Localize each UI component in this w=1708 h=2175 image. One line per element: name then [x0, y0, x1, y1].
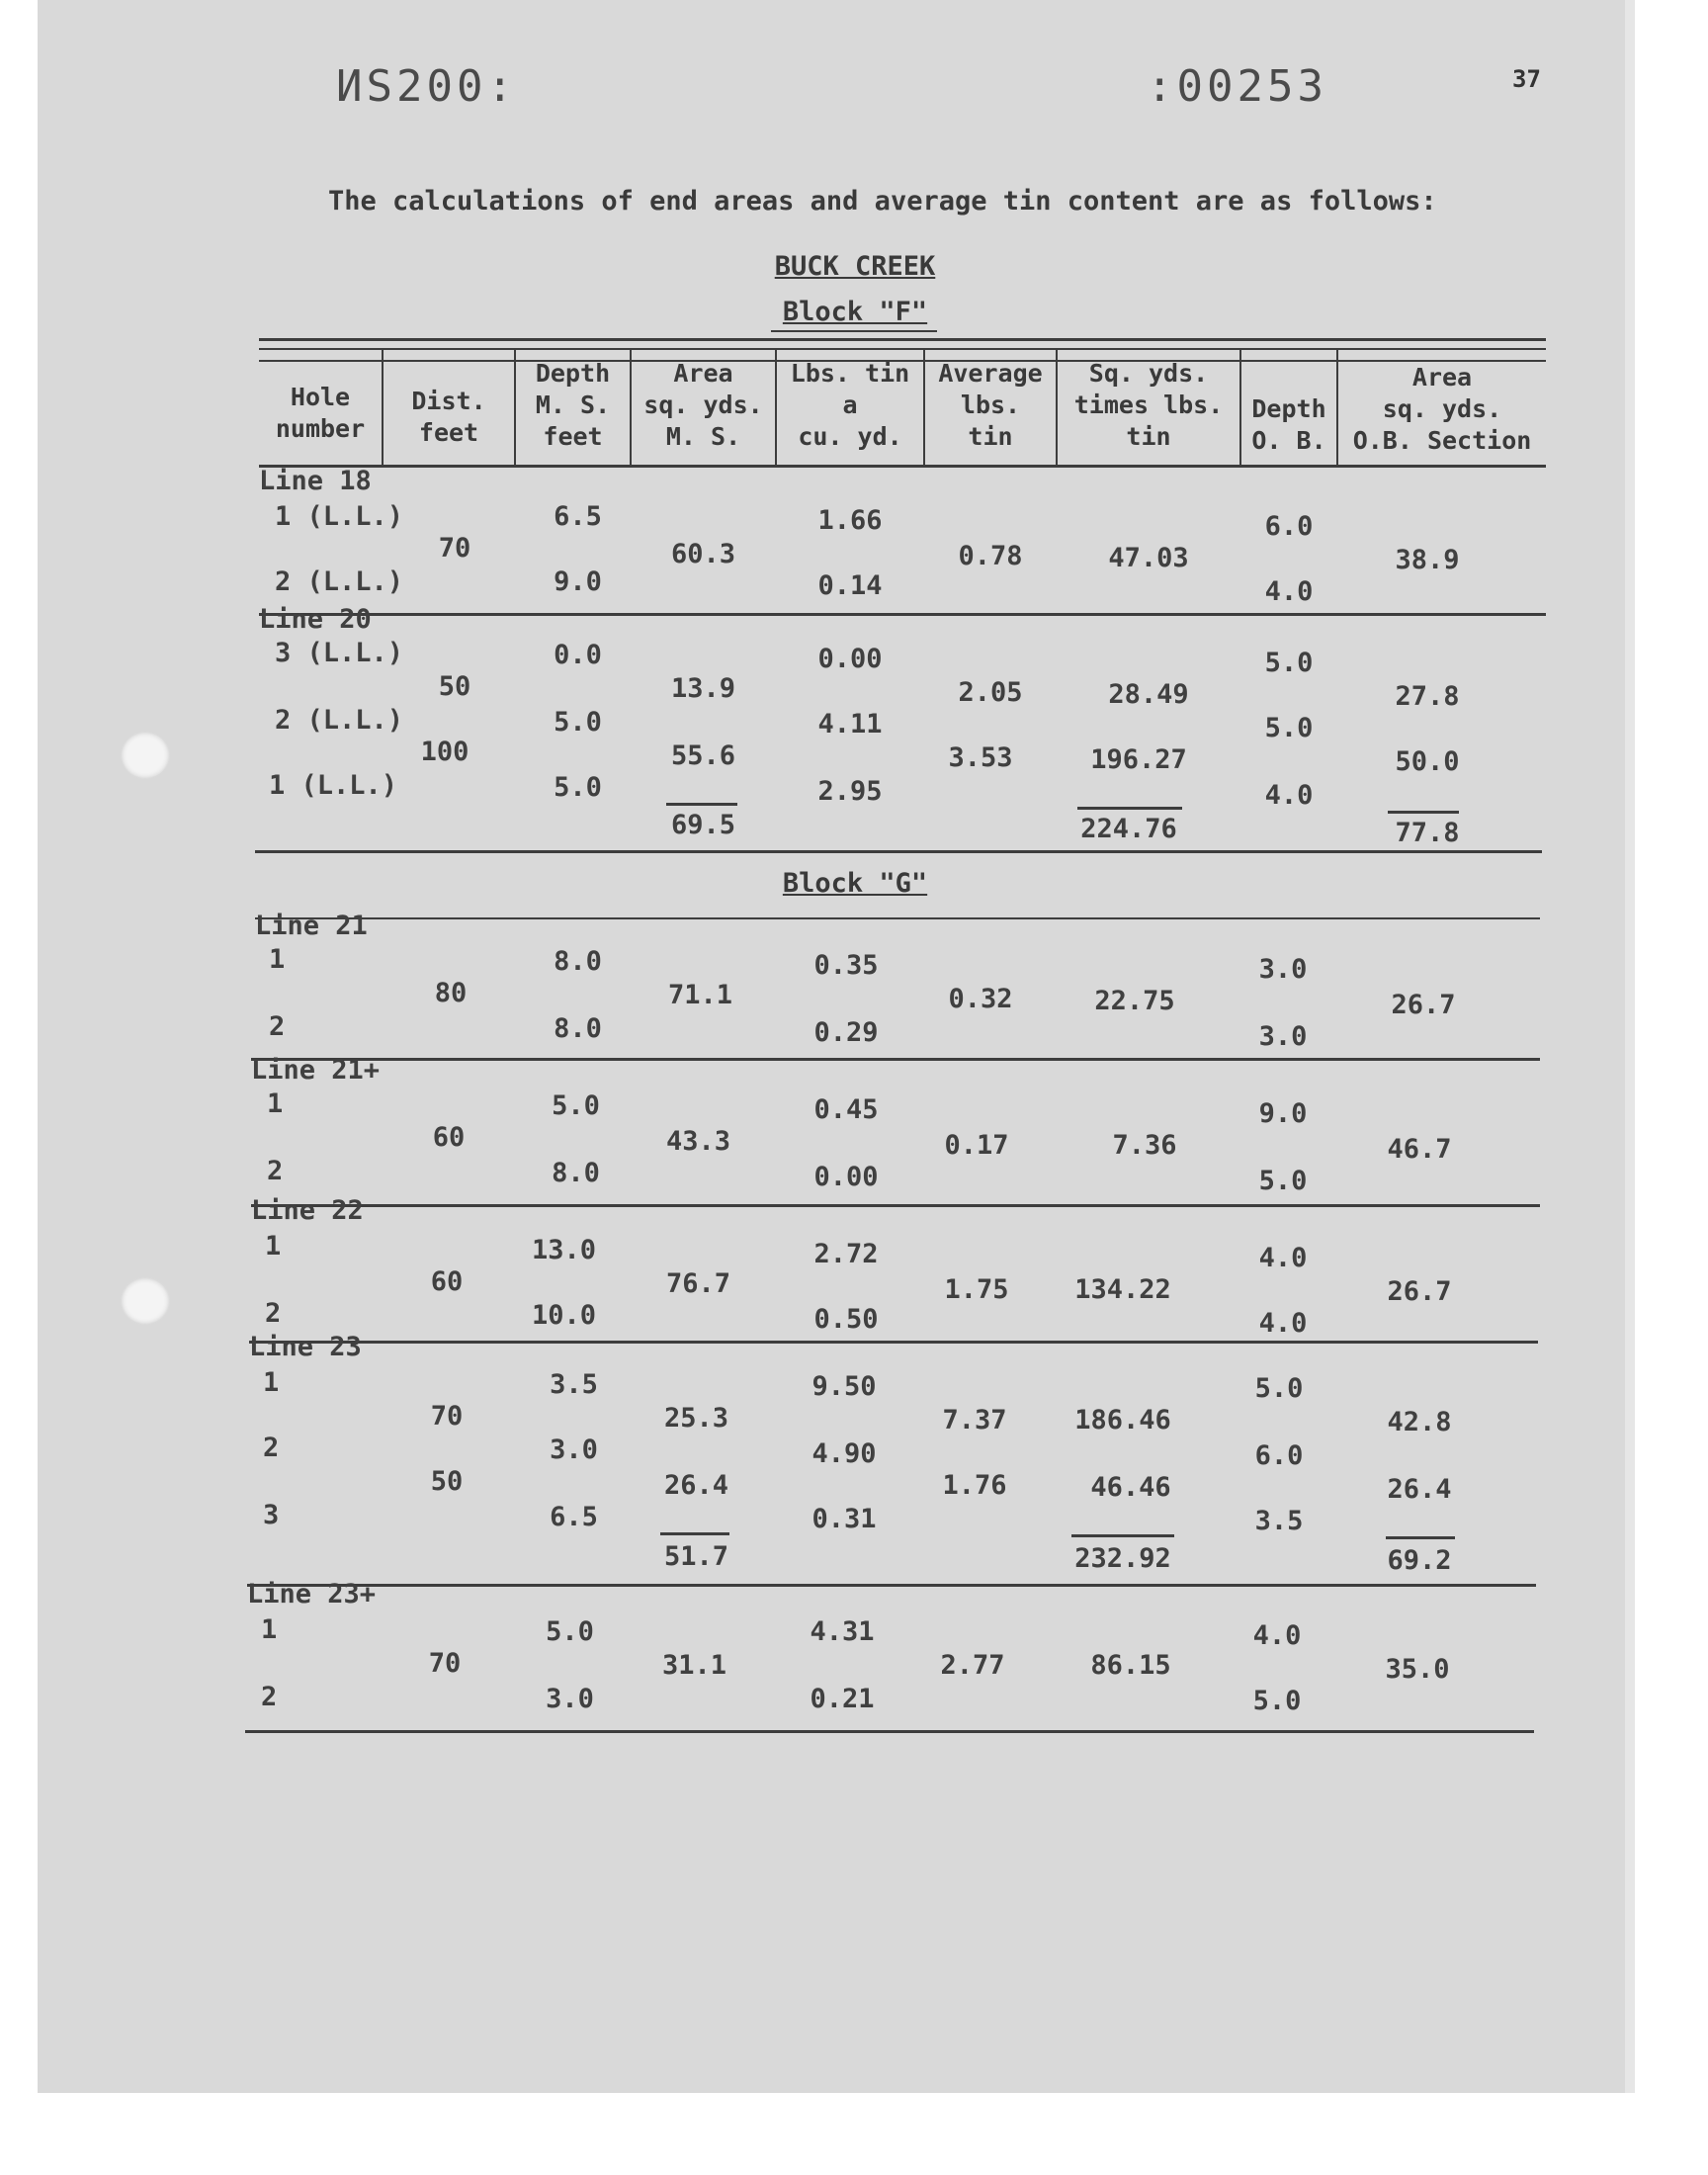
lbs-tin: 4.90 — [811, 1438, 877, 1469]
sq-yds-times: 22.75 — [1094, 986, 1175, 1016]
line-separator — [249, 1341, 1538, 1344]
dist-feet: 70 — [428, 1648, 462, 1679]
area-ob: 46.7 — [1387, 1134, 1452, 1165]
depth-ob: 5.0 — [1254, 1373, 1304, 1404]
depth-ob: 4.0 — [1264, 576, 1314, 607]
depth-ob: 5.0 — [1264, 713, 1314, 743]
depth-ob: 4.0 — [1258, 1243, 1308, 1273]
sq-yds-times: 186.46 — [1074, 1405, 1171, 1436]
area-ms: 76.7 — [665, 1268, 731, 1299]
area-ob: 26.4 — [1387, 1474, 1452, 1505]
stamp-number-left: ИS200: — [336, 61, 517, 112]
table-top-rule-2 — [259, 348, 1546, 350]
depth-ms: 8.0 — [552, 1158, 600, 1188]
area-ms: 26.4 — [663, 1470, 729, 1501]
depth-ob: 4.0 — [1264, 780, 1314, 811]
average-lbs: 1.75 — [944, 1274, 1009, 1305]
sum-rule — [660, 1532, 729, 1535]
dist-feet: 60 — [430, 1266, 464, 1297]
area-ob: 50.0 — [1395, 746, 1460, 777]
hole-number: 2 — [269, 1011, 286, 1042]
average-lbs: 3.53 — [948, 742, 1013, 773]
sq-yds-times-total: 232.92 — [1074, 1543, 1171, 1574]
lbs-tin: 9.50 — [811, 1371, 877, 1402]
header-area-ob: Area sq. yds. O.B. Section — [1352, 363, 1532, 455]
sum-rule — [1077, 807, 1182, 810]
area-ob-total: 77.8 — [1395, 818, 1460, 848]
depth-ms: 6.5 — [550, 1502, 598, 1532]
line-separator — [251, 1058, 1540, 1061]
depth-ob: 9.0 — [1258, 1098, 1308, 1129]
sum-rule — [666, 803, 737, 806]
average-lbs: 0.32 — [948, 984, 1013, 1014]
depth-ob: 4.0 — [1252, 1620, 1302, 1651]
line-label: Line 23 — [249, 1332, 362, 1362]
punch-hole-bottom — [121, 1277, 170, 1325]
block-f-bottom-rule — [255, 850, 1542, 853]
lbs-tin: 0.50 — [813, 1304, 879, 1335]
table-bottom-rule — [245, 1730, 1534, 1733]
depth-ms: 5.0 — [554, 707, 602, 738]
depth-ob: 5.0 — [1264, 648, 1314, 678]
sq-yds-times: 7.36 — [1112, 1130, 1177, 1161]
area-ms-total: 69.5 — [670, 810, 736, 840]
area-ob: 26.7 — [1391, 990, 1456, 1020]
hole-number: 3 (L.L.) — [275, 638, 404, 668]
sum-rule — [1071, 1534, 1174, 1537]
area-ms-total: 51.7 — [663, 1541, 729, 1572]
area-ob-total: 69.2 — [1387, 1545, 1452, 1576]
dist-feet: 50 — [438, 671, 471, 702]
hole-number: 1 — [267, 1088, 284, 1119]
lbs-tin: 2.72 — [813, 1239, 879, 1269]
lbs-tin: 4.11 — [817, 709, 883, 740]
sq-yds-times: 28.49 — [1108, 679, 1189, 710]
depth-ob: 3.0 — [1258, 954, 1308, 985]
punch-hole-top — [121, 732, 170, 779]
header-area-ms: Area sq. yds. M. S. — [643, 359, 763, 451]
block-g-title: Block "G" — [782, 868, 928, 899]
area-ob: 27.8 — [1395, 681, 1460, 712]
lbs-tin: 2.95 — [817, 776, 883, 807]
dist-feet: 70 — [438, 533, 471, 564]
dist-feet: 60 — [432, 1122, 466, 1153]
lbs-tin: 4.31 — [810, 1616, 875, 1647]
line-separator — [251, 1204, 1540, 1207]
header-average-lbs: Average lbs. tin — [938, 359, 1043, 451]
lbs-tin: 1.66 — [817, 505, 883, 536]
depth-ms: 13.0 — [531, 1235, 597, 1265]
hole-number: 3 — [263, 1500, 280, 1530]
sq-yds-times: 86.15 — [1090, 1650, 1171, 1681]
lbs-tin: 0.14 — [817, 570, 883, 601]
line-label: Line 22 — [251, 1195, 364, 1226]
average-lbs: 2.77 — [940, 1650, 1005, 1681]
average-lbs: 1.76 — [942, 1470, 1007, 1501]
area-ms: 55.6 — [670, 740, 736, 771]
block-f-underline — [771, 330, 937, 332]
sq-yds-times: 196.27 — [1090, 744, 1187, 775]
depth-ms: 8.0 — [554, 946, 602, 977]
sq-yds-times-total: 224.76 — [1080, 814, 1177, 844]
lbs-tin: 0.31 — [811, 1504, 877, 1534]
hole-number: 1 — [269, 944, 286, 975]
depth-ms: 5.0 — [546, 1616, 594, 1647]
lbs-tin: 0.00 — [813, 1162, 879, 1192]
area-ob: 26.7 — [1387, 1276, 1452, 1307]
depth-ms: 5.0 — [552, 1090, 600, 1121]
depth-ms: 8.0 — [554, 1013, 602, 1044]
dist-feet: 100 — [420, 737, 470, 767]
depth-ob: 5.0 — [1252, 1686, 1302, 1716]
hole-number: 1 — [263, 1367, 280, 1398]
header-depth-ms: Depth M. S. feet — [535, 359, 611, 451]
area-ms: 13.9 — [670, 673, 736, 704]
hole-number: 1 (L.L.) — [275, 501, 404, 532]
header-sq-yds-times: Sq. yds. times lbs. tin — [1073, 359, 1224, 451]
sum-rule — [1386, 1536, 1455, 1539]
lbs-tin: 0.45 — [813, 1094, 879, 1125]
line-separator — [259, 613, 1546, 616]
average-lbs: 2.05 — [958, 677, 1023, 708]
header-hole-number: Hole number — [275, 383, 366, 443]
area-ms: 31.1 — [661, 1650, 727, 1681]
section-title: BUCK CREEK — [774, 251, 936, 282]
page-edge — [1625, 0, 1635, 2093]
depth-ms: 3.5 — [550, 1369, 598, 1400]
depth-ms: 0.0 — [554, 640, 602, 670]
header-bottom-rule — [259, 465, 1546, 468]
dist-feet: 70 — [430, 1401, 464, 1432]
page-number: 37 — [1512, 65, 1541, 93]
dist-feet: 50 — [430, 1466, 464, 1497]
line-label: Line 21+ — [251, 1055, 381, 1086]
average-lbs: 7.37 — [942, 1405, 1007, 1436]
line-separator — [247, 1584, 1536, 1587]
hole-number: 1 — [265, 1231, 282, 1262]
header-lbs-tin: Lbs. tin a cu. yd. — [790, 359, 910, 451]
area-ob: 38.9 — [1395, 545, 1460, 575]
depth-ms: 10.0 — [531, 1300, 597, 1331]
line-label: Line 23+ — [247, 1579, 377, 1610]
line-label: Line 21 — [255, 911, 368, 941]
hole-number: 2 (L.L.) — [275, 566, 404, 597]
average-lbs: 0.17 — [944, 1130, 1009, 1161]
area-ms: 60.3 — [670, 539, 736, 569]
intro-text: The calculations of end areas and average tin content are as follows: — [328, 186, 1437, 217]
average-lbs: 0.78 — [958, 541, 1023, 571]
hole-number: 2 — [261, 1682, 278, 1712]
sum-rule — [1388, 811, 1459, 814]
lbs-tin: 0.29 — [813, 1017, 879, 1048]
line-label: Line 18 — [259, 466, 372, 496]
hole-number: 2 (L.L.) — [275, 705, 404, 736]
hole-number: 1 — [261, 1614, 278, 1645]
depth-ob: 5.0 — [1258, 1166, 1308, 1196]
depth-ms: 6.5 — [554, 501, 602, 532]
line-label: Line 20 — [259, 604, 372, 635]
lbs-tin: 0.21 — [810, 1684, 875, 1714]
stamp-number-right: :00253 — [1147, 61, 1327, 112]
depth-ms: 3.0 — [550, 1435, 598, 1465]
depth-ms: 5.0 — [554, 772, 602, 803]
hole-number: 2 — [265, 1298, 282, 1329]
area-ms: 43.3 — [665, 1126, 731, 1157]
sq-yds-times: 134.22 — [1074, 1274, 1171, 1305]
hole-number: 2 — [267, 1156, 284, 1186]
header-depth-ob: Depth O. B. — [1251, 394, 1326, 455]
area-ob: 35.0 — [1385, 1654, 1450, 1685]
header-dist-feet: Dist. feet — [411, 387, 486, 447]
depth-ob: 6.0 — [1264, 511, 1314, 542]
depth-ob: 6.0 — [1254, 1440, 1304, 1471]
area-ms: 71.1 — [667, 980, 733, 1010]
area-ob: 42.8 — [1387, 1407, 1452, 1437]
hole-number: 2 — [263, 1433, 280, 1463]
lbs-tin: 0.00 — [817, 644, 883, 674]
dist-feet: 80 — [434, 978, 468, 1008]
sq-yds-times: 47.03 — [1108, 543, 1189, 573]
sq-yds-times: 46.46 — [1090, 1472, 1171, 1503]
block-f-title: Block "F" — [782, 297, 928, 327]
area-ms: 25.3 — [663, 1403, 729, 1434]
depth-ob: 3.5 — [1254, 1506, 1304, 1536]
depth-ms: 9.0 — [554, 566, 602, 597]
block-g-top-rule — [255, 917, 1540, 919]
table-top-rule — [259, 338, 1546, 341]
depth-ms: 3.0 — [546, 1684, 594, 1714]
depth-ob: 4.0 — [1258, 1308, 1308, 1339]
depth-ob: 3.0 — [1258, 1021, 1308, 1052]
lbs-tin: 0.35 — [813, 950, 879, 981]
hole-number: 1 (L.L.) — [269, 770, 398, 801]
